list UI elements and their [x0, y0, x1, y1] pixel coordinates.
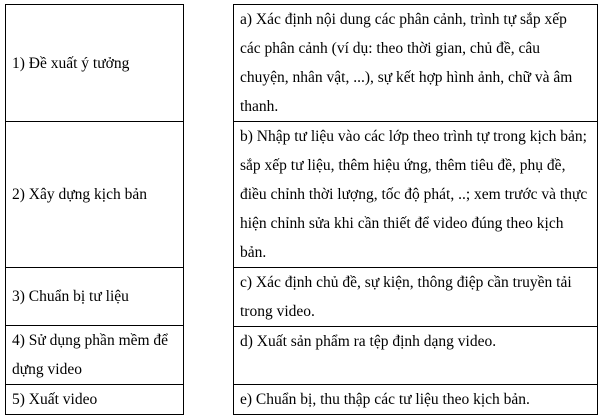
descriptions-table	[233, 4, 598, 415]
description-cell: e) Chuẩn bị, thu thập các tư liệu theo kịch bản.	[234, 385, 598, 415]
step-cell: 2) Xây dựng kịch bản	[6, 122, 184, 268]
table-row	[6, 5, 184, 122]
table-row	[234, 385, 598, 415]
description-cell: c) Xác định chủ đề, sự kiện, thông điệp cần truyền tải trong video.	[234, 268, 598, 327]
table-row	[6, 385, 184, 415]
table-row	[234, 122, 598, 268]
step-cell: 3) Chuẩn bị tư liệu	[6, 268, 184, 326]
table-row	[6, 122, 184, 268]
step-cell: 1) Đề xuất ý tưởng	[6, 5, 184, 122]
steps-table	[5, 4, 184, 415]
step-cell: 5) Xuất video	[6, 385, 184, 415]
table-row	[234, 268, 598, 327]
description-cell: d) Xuất sản phẩm ra tệp định dạng video.	[234, 327, 598, 385]
description-cell: a) Xác định nội dung các phân cảnh, trình tự sắp xếp các phân cảnh (ví dụ: theo thời gian, chủ đề, câu chuyện, nhân vật, ...), sự kết hợp hình ảnh, chữ và âm thanh.	[234, 5, 598, 122]
table-row	[234, 327, 598, 385]
description-cell: b) Nhập tư liệu vào các lớp theo trình tự trong kịch bản; sắp xếp tư liệu, thêm hiệu ứng, thêm tiêu đề, phụ đề, điều chỉnh thời lượng, tốc độ phát, ..; xem trước và thực hiện chỉnh sửa khi cần thiết để video đúng theo kịch bản.	[234, 122, 598, 268]
table-row	[6, 268, 184, 326]
table-row	[6, 326, 184, 385]
table-row	[234, 5, 598, 122]
step-cell: 4) Sử dụng phần mềm để dựng video	[6, 326, 184, 385]
